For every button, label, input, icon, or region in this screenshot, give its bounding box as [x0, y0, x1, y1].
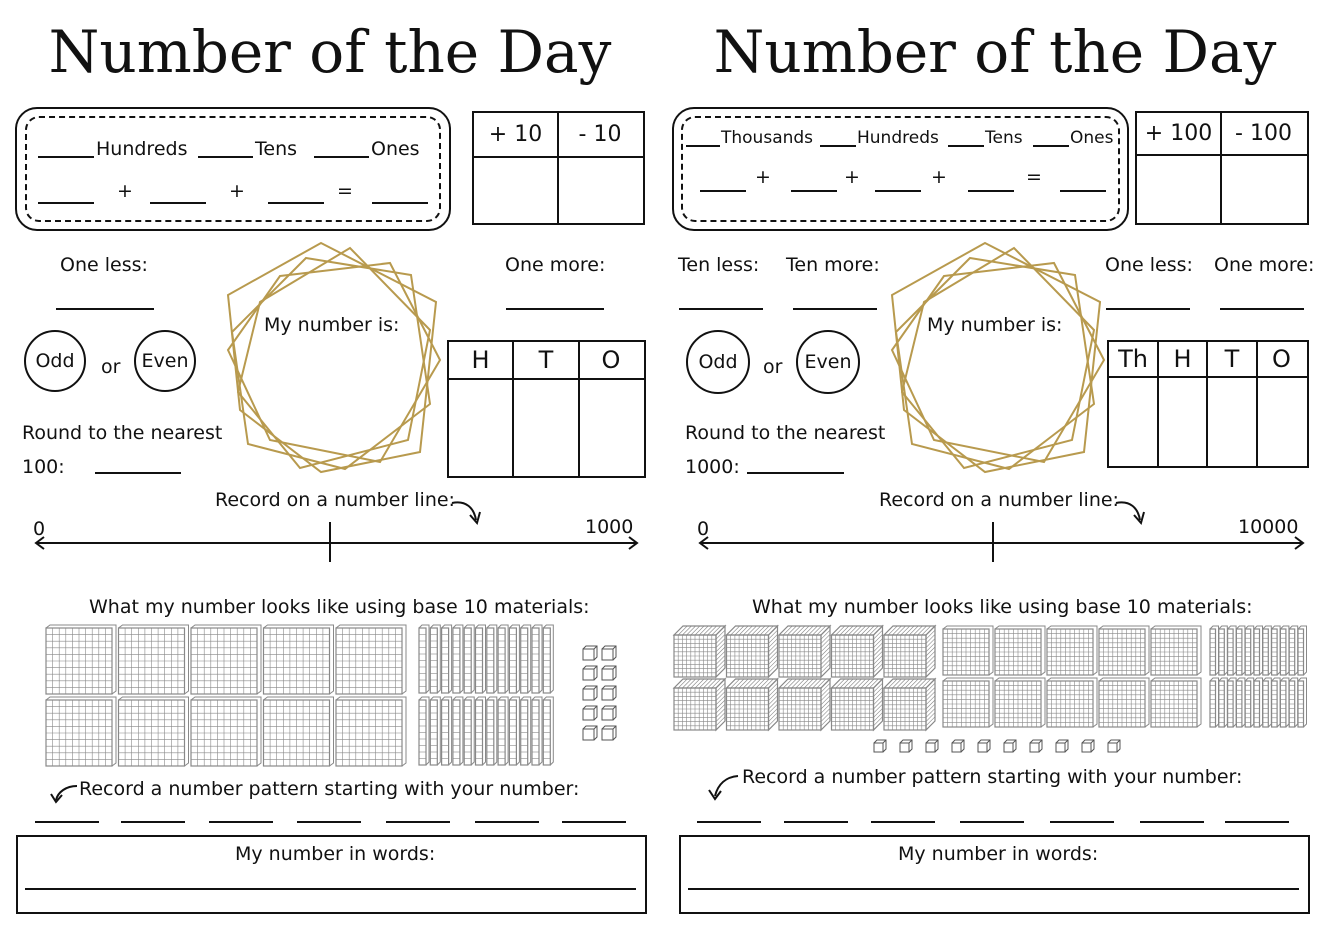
left-round-label: Round to the nearest — [22, 422, 223, 444]
right-ten-rod — [1219, 678, 1228, 727]
right-number-line-start: 0 — [697, 518, 710, 540]
right-thousand-cube — [779, 626, 830, 677]
left-hundred-flat — [336, 697, 406, 766]
left-tens-blank[interactable] — [198, 156, 253, 158]
left-ten-rod — [532, 625, 542, 693]
left-ten-rod — [487, 697, 497, 765]
right-sum-blank-5[interactable] — [1060, 190, 1106, 192]
left-plus-1: + — [117, 180, 133, 202]
right-ten-rod — [1298, 678, 1307, 727]
left-words-blank[interactable] — [25, 888, 636, 890]
right-ten-less-blank[interactable] — [679, 308, 763, 310]
right-ten-rod — [1289, 626, 1298, 675]
right-even-label: Even — [804, 351, 852, 373]
left-title: Number of the Day — [48, 18, 612, 86]
right-ten-rod — [1219, 626, 1228, 675]
right-my-number-label: My number is: — [927, 314, 1063, 336]
left-ten-rod — [521, 697, 531, 765]
left-ten-rod — [509, 625, 519, 693]
left-even-circle[interactable] — [134, 330, 196, 392]
right-hundred-flat — [1047, 678, 1097, 727]
right-round-blank[interactable] — [747, 472, 844, 474]
left-one-unit — [583, 646, 597, 660]
right-number-line-label: Record on a number line: — [879, 489, 1119, 511]
left-tens-label: Tens — [255, 138, 298, 160]
right-thousand-cube — [884, 679, 935, 730]
left-ten-rod — [430, 625, 440, 693]
left-hundreds-blank[interactable] — [38, 156, 94, 158]
right-one-less-label: One less: — [1105, 254, 1193, 276]
left-number-line-label: Record on a number line: — [215, 489, 455, 511]
right-pattern-blank-4[interactable] — [960, 821, 1024, 823]
right-ten-rod — [1272, 678, 1281, 727]
right-thousand-cube — [727, 626, 778, 677]
left-pattern-blank-2[interactable] — [121, 821, 185, 823]
left-pv-header-0: H — [471, 346, 490, 374]
right-even-circle[interactable] — [796, 330, 860, 394]
right-round-value: 1000: — [685, 456, 740, 478]
right-one-unit — [900, 740, 912, 752]
right-pattern-arrow-icon — [0, 0, 1, 1]
right-ones-blank[interactable] — [1033, 145, 1069, 147]
left-pattern-blank-5[interactable] — [386, 821, 450, 823]
left-hundred-flat — [119, 625, 189, 694]
left-one-unit — [602, 726, 616, 740]
right-hundred-flat — [943, 626, 993, 675]
left-sum-blank-2[interactable] — [150, 202, 206, 204]
right-sum-blank-2[interactable] — [791, 190, 837, 192]
right-hundred-flat — [943, 678, 993, 727]
left-one-unit — [583, 666, 597, 680]
left-ten-rod — [430, 697, 440, 765]
right-ten-rod — [1228, 626, 1237, 675]
right-ten-less-label: Ten less: — [678, 254, 760, 276]
left-ten-rod — [543, 697, 553, 765]
right-pattern-blank-1[interactable] — [697, 821, 761, 823]
right-thousand-cube — [884, 626, 935, 677]
left-hundred-flat — [46, 697, 116, 766]
right-pattern-blank-2[interactable] — [784, 821, 848, 823]
right-hundred-flat — [1099, 678, 1149, 727]
left-hundreds-label: Hundreds — [96, 138, 188, 160]
right-plus100-header: + 100 — [1144, 121, 1213, 146]
left-ten-rod — [509, 697, 519, 765]
left-pattern-blank-4[interactable] — [297, 821, 361, 823]
left-ten-rod — [464, 625, 474, 693]
right-hundreds-label: Hundreds — [857, 128, 939, 148]
right-base10-label: What my number looks like using base 10 materials: — [752, 596, 1253, 618]
left-base10-label: What my number looks like using base 10 materials: — [89, 596, 590, 618]
right-one-more-label: One more: — [1214, 254, 1315, 276]
left-one-unit — [602, 706, 616, 720]
right-thousand-cube — [832, 679, 883, 730]
right-thousand-cube — [674, 626, 725, 677]
right-one-unit — [1030, 740, 1042, 752]
left-hundred-flat — [264, 697, 334, 766]
right-sum-blank-1[interactable] — [700, 190, 746, 192]
left-one-unit — [583, 686, 597, 700]
right-pv-header-3: O — [1272, 345, 1291, 373]
left-odd-label: Odd — [35, 350, 75, 372]
left-round-value: 100: — [22, 456, 65, 478]
right-ten-rod — [1254, 678, 1263, 727]
right-one-less-blank[interactable] — [1106, 308, 1190, 310]
right-ten-rod — [1254, 626, 1263, 675]
left-hundred-flat — [119, 697, 189, 766]
right-ones-label: Ones — [1070, 128, 1114, 148]
left-my-number-label: My number is: — [264, 314, 400, 336]
left-ten-rod — [532, 697, 542, 765]
right-thousand-cube — [674, 679, 725, 730]
right-ten-rod — [1228, 678, 1237, 727]
left-one-less-blank[interactable] — [56, 308, 154, 310]
right-number-line-end: 10000 — [1238, 516, 1299, 538]
left-ten-rod — [498, 697, 508, 765]
right-plus-3: + — [931, 166, 947, 188]
left-expanded-form-inner — [25, 116, 441, 222]
left-hundred-flat — [191, 697, 261, 766]
left-ten-rod — [464, 697, 474, 765]
right-words-blank[interactable] — [688, 888, 1299, 890]
right-one-unit — [1056, 740, 1068, 752]
right-pv-header-2: T — [1224, 345, 1240, 373]
right-hundred-flat — [995, 626, 1045, 675]
left-pattern-blank-6[interactable] — [475, 821, 539, 823]
left-pattern-blank-3[interactable] — [209, 821, 273, 823]
left-one-unit — [583, 726, 597, 740]
right-sum-blank-3[interactable] — [875, 190, 921, 192]
right-pattern-blank-3[interactable] — [871, 821, 935, 823]
left-number-line-end: 1000 — [585, 516, 634, 538]
left-pattern-blank-1[interactable] — [35, 821, 99, 823]
right-one-unit — [1082, 740, 1094, 752]
left-ten-rod — [476, 625, 486, 693]
left-words-label: My number in words: — [235, 843, 436, 865]
left-one-unit — [602, 646, 616, 660]
right-thousand-cube — [832, 626, 883, 677]
right-pv-header-1: H — [1173, 345, 1192, 373]
left-ten-rod — [419, 697, 429, 765]
right-hundred-flat — [1151, 678, 1201, 727]
right-one-unit — [978, 740, 990, 752]
right-hundred-flat — [1099, 626, 1149, 675]
right-ten-rod — [1210, 626, 1219, 675]
left-plus-2: + — [229, 180, 245, 202]
right-ten-rod — [1272, 626, 1281, 675]
right-thousand-cube — [779, 679, 830, 730]
right-one-more-blank[interactable] — [1220, 308, 1304, 310]
left-even-label: Even — [141, 350, 189, 372]
right-hundred-flat — [1151, 626, 1201, 675]
right-one-unit — [874, 740, 886, 752]
left-number-line-start: 0 — [33, 518, 46, 540]
left-ones-label: Ones — [371, 138, 420, 160]
left-ten-rod — [442, 625, 452, 693]
left-one-more-blank[interactable] — [506, 308, 604, 310]
right-title: Number of the Day — [713, 18, 1277, 86]
right-hundred-flat — [995, 678, 1045, 727]
left-pattern-blank-7[interactable] — [562, 821, 626, 823]
right-plus-1: + — [755, 166, 771, 188]
right-plus-2: + — [844, 166, 860, 188]
right-words-label: My number in words: — [898, 843, 1099, 865]
left-one-unit — [602, 686, 616, 700]
right-equals: = — [1026, 166, 1042, 188]
right-thousand-cube — [727, 679, 778, 730]
left-hundred-flat — [264, 625, 334, 694]
left-ten-rod — [442, 697, 452, 765]
right-one-unit — [926, 740, 938, 752]
right-one-unit — [1108, 740, 1120, 752]
right-ten-rod — [1280, 626, 1289, 675]
left-ten-rod — [476, 697, 486, 765]
right-ten-rod — [1298, 626, 1307, 675]
left-sum-blank-4[interactable] — [372, 202, 428, 204]
right-tens-blank[interactable] — [948, 145, 984, 147]
left-equals: = — [337, 180, 353, 202]
left-minus10-header: - 10 — [578, 122, 622, 147]
left-one-unit — [583, 706, 597, 720]
left-sum-blank-1[interactable] — [38, 202, 94, 204]
left-ones-blank[interactable] — [314, 156, 369, 158]
right-ten-more-label: Ten more: — [786, 254, 880, 276]
right-ten-rod — [1210, 678, 1219, 727]
left-hundred-flat — [336, 625, 406, 694]
left-pv-hline — [447, 378, 644, 380]
right-sum-blank-4[interactable] — [968, 190, 1014, 192]
right-ten-more-blank[interactable] — [793, 308, 877, 310]
right-thousands-blank[interactable] — [686, 145, 720, 147]
left-ten-rod — [419, 625, 429, 693]
left-odd-circle[interactable] — [24, 330, 86, 392]
right-hundred-flat — [1047, 626, 1097, 675]
left-one-unit — [602, 666, 616, 680]
right-ten-rod — [1263, 678, 1272, 727]
left-plus10-header: + 10 — [488, 122, 543, 147]
right-odd-label: Odd — [698, 351, 738, 373]
left-hundred-flat — [191, 625, 261, 694]
right-ten-rod — [1280, 678, 1289, 727]
left-one-more-label: One more: — [505, 254, 606, 276]
right-odd-circle[interactable] — [686, 330, 750, 394]
left-ten-rod — [453, 625, 463, 693]
right-ten-rod — [1245, 678, 1254, 727]
right-or-label: or — [763, 356, 783, 378]
right-ten-rod — [1263, 626, 1272, 675]
left-ten-rod — [487, 625, 497, 693]
right-ten-rod — [1236, 678, 1245, 727]
right-minus100-header: - 100 — [1235, 121, 1292, 146]
right-ten-rod — [1289, 678, 1298, 727]
right-hundreds-blank[interactable] — [820, 145, 856, 147]
right-one-unit — [1004, 740, 1016, 752]
left-pv-header-1: T — [538, 346, 554, 374]
left-or-label: or — [101, 356, 121, 378]
left-ten-rod — [521, 625, 531, 693]
right-round-label: Round to the nearest — [685, 422, 886, 444]
left-pv-header-2: O — [601, 346, 621, 374]
right-pattern-blank-7[interactable] — [1225, 821, 1289, 823]
left-pattern-label: Record a number pattern starting with your number: — [79, 778, 580, 800]
left-ten-rod — [453, 697, 463, 765]
right-pattern-blank-6[interactable] — [1140, 821, 1204, 823]
left-round-blank[interactable] — [95, 472, 181, 474]
right-pattern-blank-5[interactable] — [1050, 821, 1114, 823]
left-one-less-label: One less: — [60, 254, 148, 276]
right-pv-header-0: Th — [1118, 345, 1148, 373]
left-hundred-flat — [46, 625, 116, 694]
right-thousands-label: Thousands — [721, 128, 814, 148]
right-ten-rod — [1236, 626, 1245, 675]
left-ten-rod — [498, 625, 508, 693]
left-sum-blank-3[interactable] — [268, 202, 324, 204]
right-one-unit — [952, 740, 964, 752]
left-ten-rod — [543, 625, 553, 693]
right-ten-rod — [1245, 626, 1254, 675]
right-tens-label: Tens — [985, 128, 1023, 148]
right-pattern-label: Record a number pattern starting with your number: — [742, 766, 1243, 788]
